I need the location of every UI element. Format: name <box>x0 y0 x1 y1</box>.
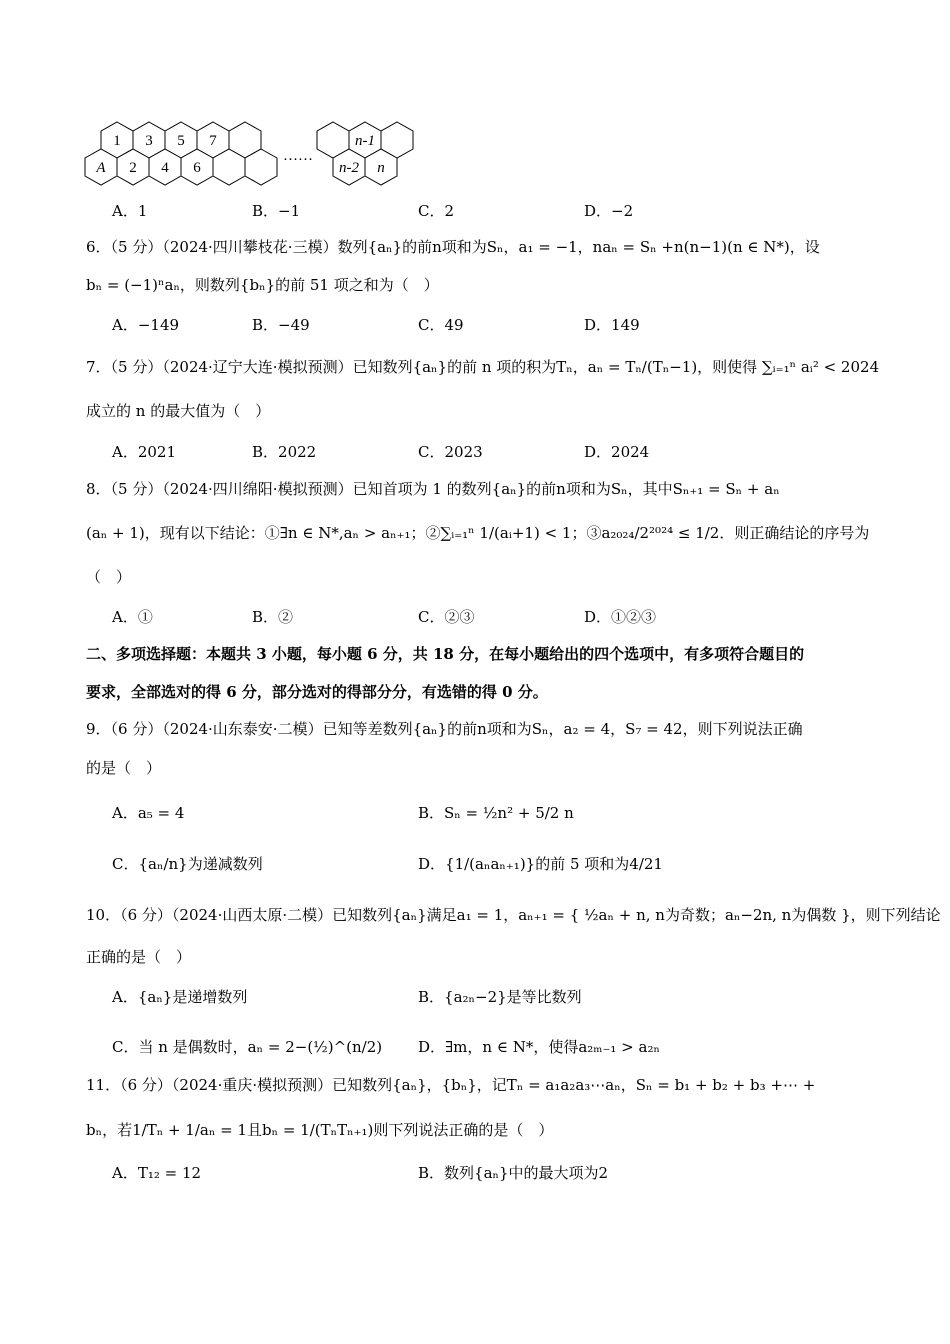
hex-label: 7 <box>209 133 217 149</box>
q11-line2: bₙ，若1/Tₙ + 1/aₙ = 1且bₙ = 1/(TₙTₙ₊₁)则下列说法正确的是（ ） <box>86 1121 554 1139</box>
q8-line1: 8．（5 分）（2024·四川绵阳·模拟预测）已知首项为 1 的数列{aₙ}的前n项和为Sₙ，其中Sₙ₊₁ = Sₙ + aₙ <box>86 480 780 498</box>
hex-label: n-1 <box>355 133 375 149</box>
q6-option-d: D．149 <box>584 316 640 334</box>
hex-label: n <box>377 160 385 176</box>
q9-line1: 9．（6 分）（2024·山东泰安·二模）已知等差数列{aₙ}的前n项和为Sₙ，a₂ = 4，S₇ = 42，则下列说法正确 <box>86 720 803 738</box>
hex-label: A <box>96 160 106 176</box>
q11-option-b: B．数列{aₙ}中的最大项为2 <box>418 1164 609 1182</box>
q10-option-a: A．{aₙ}是递增数列 <box>112 988 248 1006</box>
q6-line2: bₙ = (−1)ⁿaₙ，则数列{bₙ}的前 51 项之和为（ ） <box>86 276 439 294</box>
q10-option-c: C．当 n 是偶数时，aₙ = 2−(½)^(n/2) <box>112 1038 383 1056</box>
q7-option-d: D．2024 <box>584 443 650 461</box>
q10-option-b: B．{a₂ₙ−2}是等比数列 <box>418 988 582 1006</box>
hex-label: 2 <box>129 160 137 176</box>
q5-option-d: D．−2 <box>584 202 634 220</box>
q8-option-d: D．①②③ <box>584 608 657 626</box>
hex-label: 3 <box>145 133 153 149</box>
q10-line1: 10．（6 分）（2024·山西太原·二模）已知数列{aₙ}满足a₁ = 1，aₙ₊₁ = { ½aₙ + n, n为奇数；aₙ−2n, n为偶数 }，则下列结论 <box>86 906 941 924</box>
q11-option-a: A．T₁₂ = 12 <box>112 1164 202 1182</box>
q5-option-b: B．−1 <box>252 202 301 220</box>
q9-option-d: D．{1/(aₙaₙ₊₁)}的前 5 项和为4/21 <box>418 855 663 873</box>
q8-option-c: C．②③ <box>418 608 475 626</box>
q5-option-c: C．2 <box>418 202 455 220</box>
hex-label: 5 <box>177 133 185 149</box>
q7-option-c: C．2023 <box>418 443 483 461</box>
q9-option-c: C．{aₙ/n}为递减数列 <box>112 855 263 873</box>
hexagon-figure <box>80 112 420 188</box>
q5-option-a: A．1 <box>112 202 148 220</box>
hex-label: 4 <box>161 160 169 176</box>
section2-heading-line1: 二、多项选择题：本题共 3 小题，每小题 6 分，共 18 分，在每小题给出的四个选项中，有多项符合题目的 <box>86 645 805 663</box>
q8-line2: (aₙ + 1)，现有以下结论：①∃n ∈ N*,aₙ > aₙ₊₁；②∑ᵢ₌₁ⁿ 1/(aᵢ+1) < 1；③a₂₀₂₄/2²⁰²⁴ ≤ 1/2．则正确结论的序号为 <box>86 524 870 542</box>
q8-line3: （ ） <box>86 568 132 586</box>
q7-line2: 成立的 n 的最大值为（ ） <box>86 402 271 420</box>
q6-option-a: A．−149 <box>112 316 180 334</box>
q9-option-a: A．a₅ = 4 <box>112 804 185 822</box>
q6-option-c: C．49 <box>418 316 464 334</box>
q8-option-a: A．① <box>112 608 153 626</box>
q10-line2: 正确的是（ ） <box>86 948 192 966</box>
q9-option-b: B．Sₙ = ½n² + 5/2 n <box>418 804 574 822</box>
q8-option-b: B．② <box>252 608 294 626</box>
q6-line1: 6．（5 分）（2024·四川攀枝花·三模）数列{aₙ}的前n项和为Sₙ，a₁ = −1，naₙ = Sₙ +n(n−1)(n ∈ N*)，设 <box>86 238 820 256</box>
hex-label: 6 <box>193 160 201 176</box>
hex-dots: …… <box>283 148 313 164</box>
q9-line2: 的是（ ） <box>86 759 162 777</box>
q7-option-b: B．2022 <box>252 443 317 461</box>
q7-option-a: A．2021 <box>112 443 177 461</box>
q10-option-d: D．∃m，n ∈ N*，使得a₂ₘ₋₁ > a₂ₙ <box>418 1038 660 1056</box>
q6-option-b: B．−49 <box>252 316 310 334</box>
section2-heading-line2: 要求，全部选对的得 6 分，部分选对的得部分分，有选错的得 0 分。 <box>86 683 548 701</box>
hex-label: 1 <box>113 133 121 149</box>
q7-line1: 7．（5 分）（2024·辽宁大连·模拟预测）已知数列{aₙ}的前 n 项的积为Tₙ，aₙ = Tₙ/(Tₙ−1)，则使得 ∑ᵢ₌₁ⁿ aᵢ² < 2024 <box>86 358 880 376</box>
q11-line1: 11．（6 分）（2024·重庆·模拟预测）已知数列{aₙ}，{bₙ}，记Tₙ = a₁a₂a₃⋯aₙ，Sₙ = b₁ + b₂ + b₃ +⋯ + <box>86 1076 816 1094</box>
hex-label: n-2 <box>339 160 359 176</box>
